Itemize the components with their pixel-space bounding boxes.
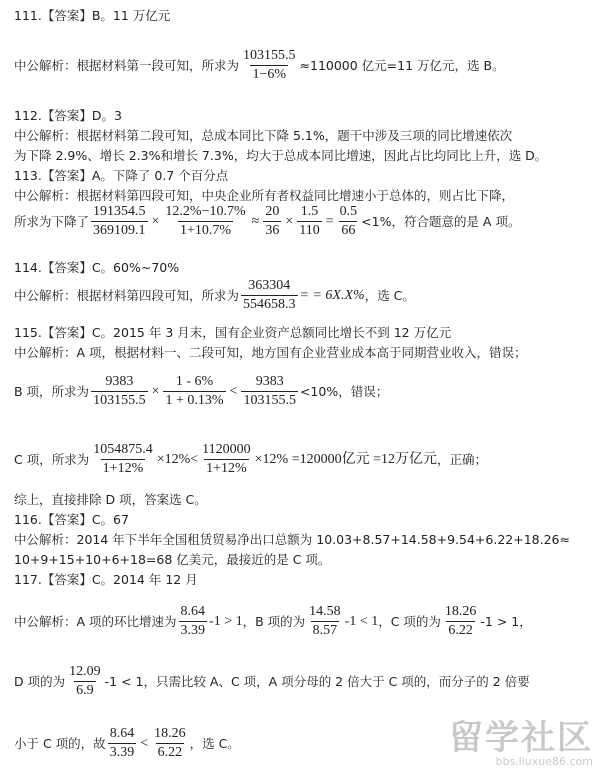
q115-b-fraction-1 [91,374,148,409]
q115-c-fraction-2 [200,442,252,477]
q114-tail: ，选 C。 [364,288,415,303]
q113-prefix: 所求为下降了 [14,214,90,229]
q115-b-prefix: B 项，所求为 [14,384,90,399]
q117-header: 117.【答案】C。2014 年 12 月 [14,572,198,587]
q113-f5-denominator: 66 [341,223,356,238]
q111-prefix: 中公解析：根据材料第一段可知，所求为 [14,58,240,73]
q117-d-fraction [67,664,103,699]
q113-header: 113.【答案】A。下降了 0.7 个百分点 [14,168,229,183]
q114-result: = = 6X.X% [299,288,365,303]
q115-c-fraction-1 [91,442,155,477]
q115-c-prefix: C 项，所求为 [14,452,90,467]
q117-d-prefix: D 项的为 [14,674,66,689]
q117-c-tail: -1 > 1， [480,614,532,629]
q111-fraction [241,48,298,83]
q115-b-tail: <10%，错误； [299,384,389,399]
q117-e-tail: ，选 C。 [189,736,240,751]
q115-c-formula [14,442,487,477]
q112-header: 112.【答案】D。3 [14,108,122,123]
q113-f4-numerator: 1.5 [300,204,319,219]
q117-c-numerator: 18.26 [444,604,477,619]
q117-e-formula [14,726,240,761]
q117-d-tail: -1 < 1，只需比较 A、C 项，A 项分母的 2 倍大于 C 项的，而分子的 2 倍要 [104,674,530,689]
q114-prefix: 中公解析：根据材料第四段可知，所求为 [14,288,240,303]
q115-summary: 综上，直接排除 D 项，答案选 C。 [14,492,207,507]
q115-c-result: ×12% =120000亿元 =12万亿元 [254,452,437,467]
q117-a-tail: -1 > 1 [209,614,243,629]
q117-c-denominator: 6.22 [448,623,473,638]
q117-e2-denominator: 6.22 [157,745,183,760]
q113-fraction-5 [338,204,360,239]
q117-b-tail: -1 < 1 [344,614,379,629]
q117-d-numerator: 12.09 [69,664,101,679]
q113-formula [14,204,520,239]
q117-a-numerator: 8.64 [180,604,206,619]
q117-e-prefix: 小于 C 项的，故 [14,736,106,751]
q115-b-fraction-2 [163,374,225,409]
q115-b3-denominator: 103155.5 [243,393,296,408]
q113-f2-denominator: 1+10.7% [180,223,232,238]
q113-f1-denominator: 369109.1 [93,223,146,238]
times-sign: × [151,384,160,399]
q113-fraction-1 [91,204,148,239]
q113-line1: 中公解析：根据材料第四段可知，中央企业所有者权益同比增速小于总体的，则占比下降， [14,188,515,203]
q117-c-prefix: ，C 项的为 [378,614,441,629]
q112-line2: 为下降 2.9%、增长 2.3%和增长 7.3%，均大于总成本同比增速，因此占比均同比上升，选 D。 [14,148,548,163]
q117-b-denominator: 8.57 [312,623,338,638]
q114-denominator: 554658.3 [243,297,296,312]
q116-line1: 中公解析：2014 年下半年全国租赁贸易净出口总额为 10.03+8.57+14.58+9.54+6.22+18.26≈ [14,532,570,547]
q117-e1-numerator: 8.64 [109,726,135,741]
q117-e-fraction-1 [108,726,137,761]
q115-c-tail: ，正确； [437,452,488,467]
equals-sign: = [325,214,334,229]
q111-analysis [14,48,505,83]
q111-header: 111.【答案】B。11 万亿元 [14,8,171,23]
q113-f1-numerator: 191354.5 [93,204,146,219]
q115-c1-denominator: 1+12% [102,461,144,476]
q115-c2-denominator: 1+12% [206,461,247,476]
q113-fraction-3 [263,204,281,239]
q117-c-fraction [443,604,479,639]
less-than-sign: < [140,736,149,751]
q111-result: ≈110000 亿元=11 万亿元，选 B。 [299,58,505,73]
q117-b-prefix: ，B 项的为 [242,614,306,629]
q112-line1: 中公解析：根据材料第二段可知，总成本同比下降 5.1%，题干中涉及三项的同比增速依次 [14,128,513,143]
q113-f4-denominator: 110 [299,223,320,238]
q114-header: 114.【答案】C。60%~70% [14,260,180,275]
q115-b2-numerator: 1 - 6% [175,374,214,389]
q117-a-denominator: 3.39 [180,623,206,638]
times-sign: × [151,214,160,229]
q115-c2-numerator: 1120000 [202,442,251,457]
q111-numerator: 103155.5 [243,48,296,63]
q115-b3-numerator: 9383 [255,374,284,389]
q115-line1: 中公解析：A 项，根据材料一、二段可知，地方国有企业营业成本高于同期营业收入，错误； [14,345,527,360]
q117-abc-formula [14,604,532,639]
q115-b2-denominator: 1 + 0.13% [165,393,224,408]
times-sign: × [285,214,294,229]
q117-d-denominator: 6.9 [76,683,94,698]
q115-b-fraction-3 [241,374,298,409]
q117-e2-numerator: 18.26 [154,726,186,741]
q115-b1-numerator: 9383 [105,374,134,389]
q113-fraction-4 [297,204,321,239]
q111-denominator: 1−6% [252,67,287,82]
q113-f2-numerator: 12.2%−10.7% [165,204,246,219]
approx-sign: ≈ [251,214,260,229]
q117-b-fraction [307,604,343,639]
less-than-sign: < [229,384,238,399]
q113-f5-numerator: 0.5 [339,204,358,219]
watermark-url: bbs.liuxue86.com [495,755,593,768]
q115-header: 115.【答案】C。2015 年 3 月末，国有企业资产总额同比增长不到 12 万亿元 [14,325,452,340]
q114-fraction [241,278,298,313]
q113-tail: <1%，符合题意的是 A 项。 [361,214,521,229]
q113-f3-numerator: 20 [265,204,280,219]
q117-b-numerator: 14.58 [309,604,341,619]
q115-c1-numerator: 1054875.4 [93,442,153,457]
q115-b1-denominator: 103155.5 [93,393,146,408]
q117-e-fraction-2 [152,726,188,761]
q113-f3-denominator: 36 [265,223,280,238]
watermark-logo-text: 留学社区 [449,718,593,758]
q114-numerator: 363304 [248,278,291,293]
q116-header: 116.【答案】C。67 [14,512,129,527]
q116-line2: 10+9+15+10+6+18=68 亿美元，最接近的是 C 项。 [14,552,331,567]
q117-a-fraction [179,604,208,639]
q117-e1-denominator: 3.39 [109,745,135,760]
q114-analysis [14,278,415,313]
q117-d-formula [14,664,530,699]
q117-a-prefix: 中公解析：A 项的环比增速为 [14,614,177,629]
q115-c-mid: ×12%< [156,452,199,467]
q113-fraction-2 [163,204,247,239]
watermark [449,720,593,768]
q115-b-formula [14,374,388,409]
